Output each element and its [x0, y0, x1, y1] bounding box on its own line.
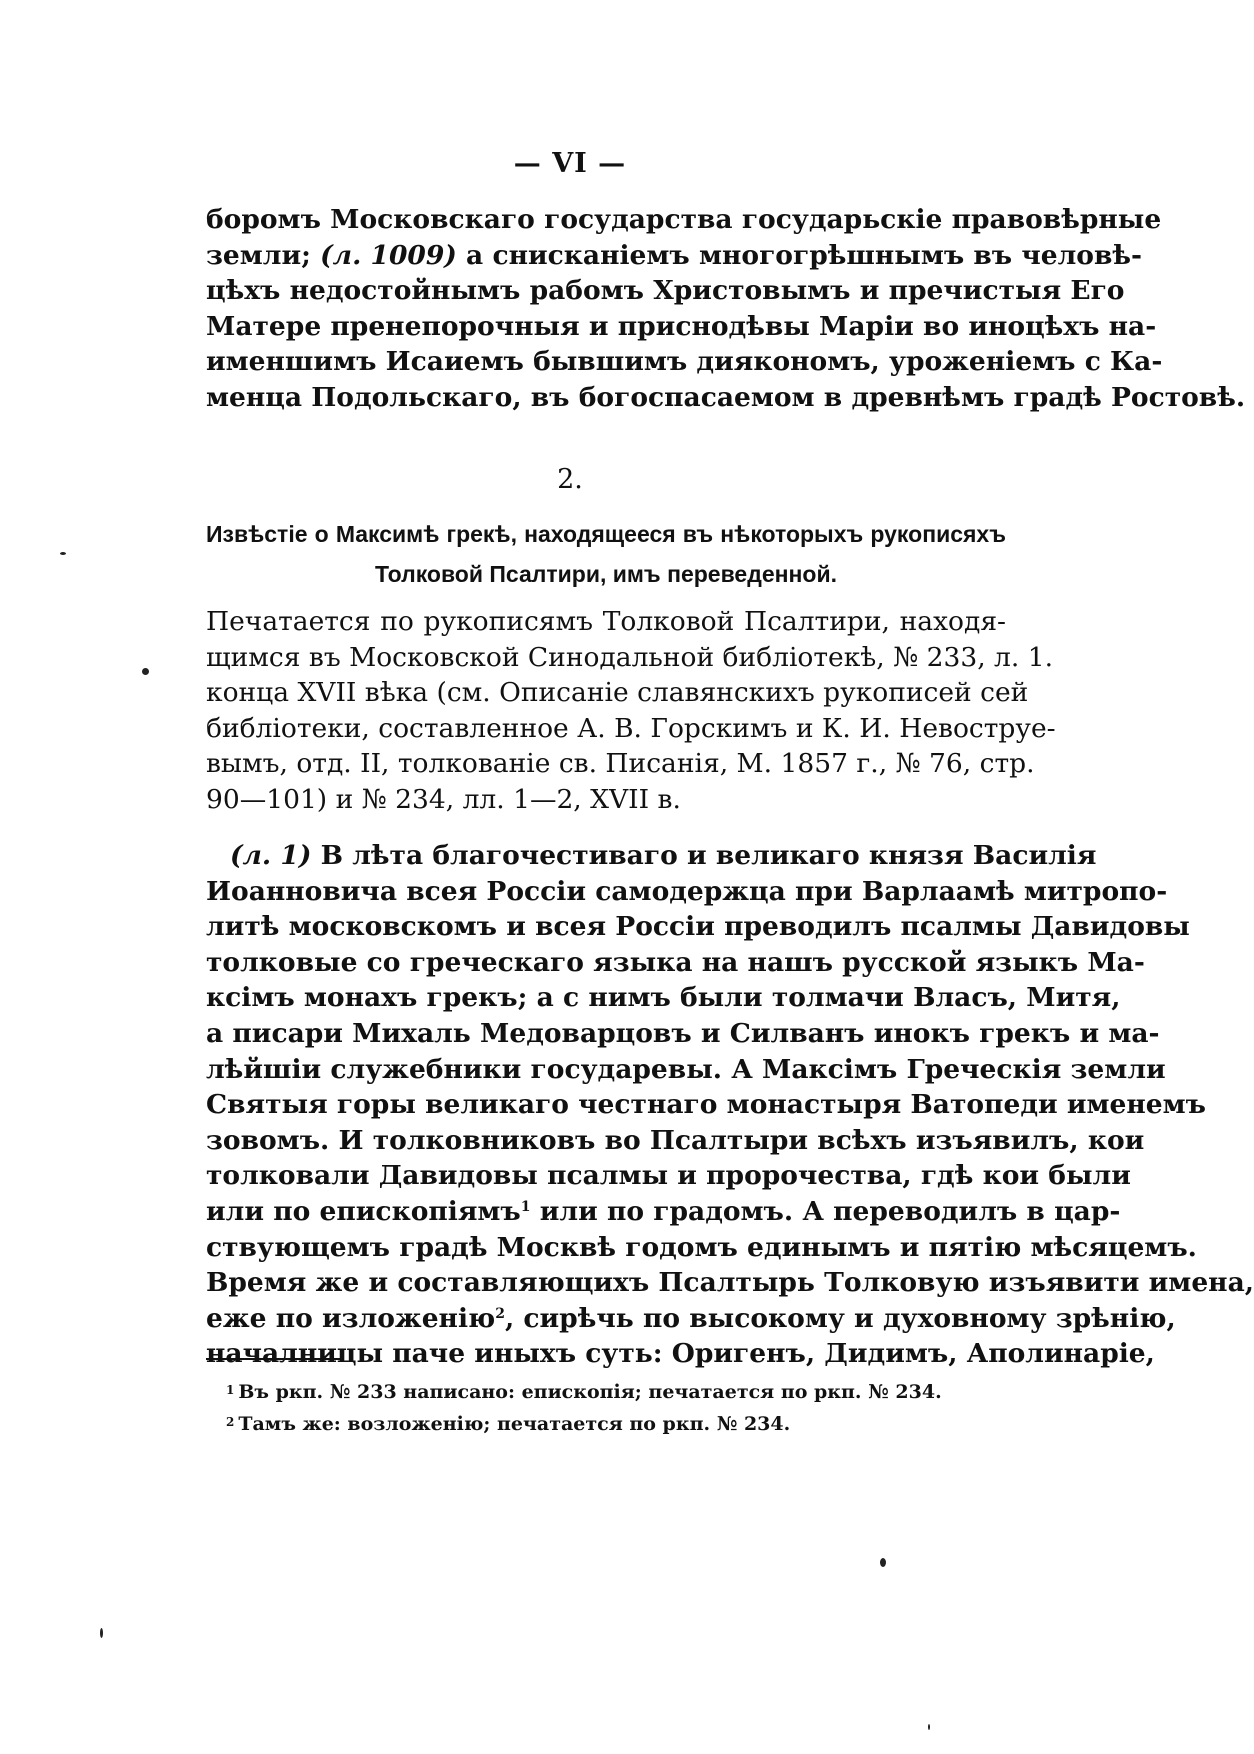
line-fragment: В лѣта благочестиваго и великаго князя Василія [311, 840, 1097, 871]
text-line: 90—101) и № 234, лл. 1—2, XVII в. [206, 783, 681, 815]
print-speck [60, 552, 66, 555]
text-line: Иоанновича всея Россіи самодержца при Варлаамѣ митропо- [206, 875, 1168, 907]
print-speck [142, 668, 149, 675]
page-number: — VI — [513, 148, 627, 179]
line-fragment: или по градомъ. А переводилъ в цар- [530, 1195, 1121, 1227]
heading-line: Толковой Псалтири, имъ переведенной. [375, 561, 837, 587]
text-line: щимся въ Московской Синодальной библіотекѣ, № 233, л. 1. [206, 641, 1054, 673]
section-heading [206, 514, 1006, 594]
footnote-marker: 2 [495, 1305, 505, 1322]
line-fragment: , сирѣчь по высокому и духовному зрѣнію, [504, 1302, 1176, 1334]
text-line: лѣйшіи служебники государевы. А Максімъ Греческія земли [206, 1053, 1166, 1085]
text-line: цѣхъ недостойнымъ рабомъ Христовымъ и пречистыя Его [206, 275, 1125, 307]
text-line: толковые со греческаго языка на нашъ русской языкъ Ма- [206, 946, 1145, 978]
text-line: зовомъ. И толковниковъ во Псалтыри всѣхъ изъявилъ, кои [206, 1124, 1145, 1156]
footnote-number: 2 [226, 1415, 235, 1429]
text-line: Святыя горы великаго честнаго монастыря Ватопеди именемъ [206, 1089, 1206, 1121]
footnote [226, 1408, 1006, 1440]
leaf-reference: (л. 1009) [320, 239, 457, 271]
leaf-reference: (л. 1) [230, 840, 312, 871]
text-line: менца Подольскаго, въ богоспасаемом в древнѣмъ градѣ Ростовѣ. [206, 381, 1246, 413]
text-line: Время же и составляющихъ Псалтырь Толковую изъявити имена, [206, 1267, 1254, 1299]
text-line: конца XVII вѣка (см. Описаніе славянскихъ рукописей сей [206, 677, 1029, 709]
text-line: а писари Михаль Медоварцовъ и Силванъ инокъ грекъ и ма- [206, 1017, 1160, 1049]
text-line: библіотеки, составленное А. В. Горскимъ и К. И. Невоструе- [206, 712, 1056, 744]
text-line: ксімъ монахъ грекъ; а с нимъ были толмачи Власъ, Митя, [206, 982, 1121, 1014]
line-fragment: земли; [206, 239, 321, 271]
line-fragment: или по епископіямъ [206, 1195, 521, 1227]
line-fragment: еже по изложенію [206, 1302, 496, 1334]
text-line: Матере пренепорочныя и приснодѣвы Маріи во иноцѣхъ на- [206, 310, 1157, 342]
footnote-number: 1 [226, 1383, 235, 1397]
print-speck [880, 1558, 886, 1567]
top-paragraph [206, 202, 1246, 416]
footnote [226, 1376, 1006, 1408]
footnote-divider [206, 1358, 340, 1360]
text-line [206, 238, 1143, 274]
source-paragraph [206, 604, 1056, 818]
text-line [206, 1301, 1176, 1337]
footnote-text: Въ ркп. № 233 написано: епископія; печатается по ркп. № 234. [238, 1381, 942, 1403]
main-paragraph [206, 838, 1254, 1372]
text-line: Печатается по рукописямъ Толковой Псалтири, находя- [206, 606, 1006, 637]
text-line [206, 1194, 1121, 1230]
text-line: ствующемъ градѣ Москвѣ годомъ единымъ и пятію мѣсяцемъ. [206, 1231, 1197, 1263]
print-speck [100, 1628, 103, 1638]
section-number: 2. [557, 464, 583, 495]
footnotes [226, 1376, 1006, 1440]
text-line [206, 838, 1097, 874]
footnote-marker: 1 [520, 1198, 531, 1215]
line-fragment: а снисканіемъ многогрѣшнымъ въ человѣ- [456, 239, 1143, 271]
text-line: литѣ московскомъ и всея Россіи преводилъ псалмы Давидовы [206, 911, 1190, 943]
footnote-text: Тамъ же: возложенію; печатается по ркп. № 234. [238, 1413, 791, 1435]
print-speck [928, 1724, 930, 1730]
text-line: толковали Давидовы псалмы и пророчества, гдѣ кои были [206, 1160, 1131, 1192]
heading-line: Извѣстіе о Максимѣ грекѣ, находящееся въ нѣкоторыхъ рукописяхъ [206, 521, 1006, 547]
text-line: именшимъ Исаиемъ бывшимъ диякономъ, уроженіемъ с Ка- [206, 346, 1163, 378]
text-line: вымъ, отд. II, толкованіе св. Писанія, М. 1857 г., № 76, стр. [206, 748, 1035, 780]
text-line: началницы паче иныхъ суть: Оригенъ, Дидимъ, Аполинаріе, [206, 1338, 1155, 1370]
text-line: боромъ Московскаго государства государьскіе правовѣрные [206, 204, 1162, 235]
